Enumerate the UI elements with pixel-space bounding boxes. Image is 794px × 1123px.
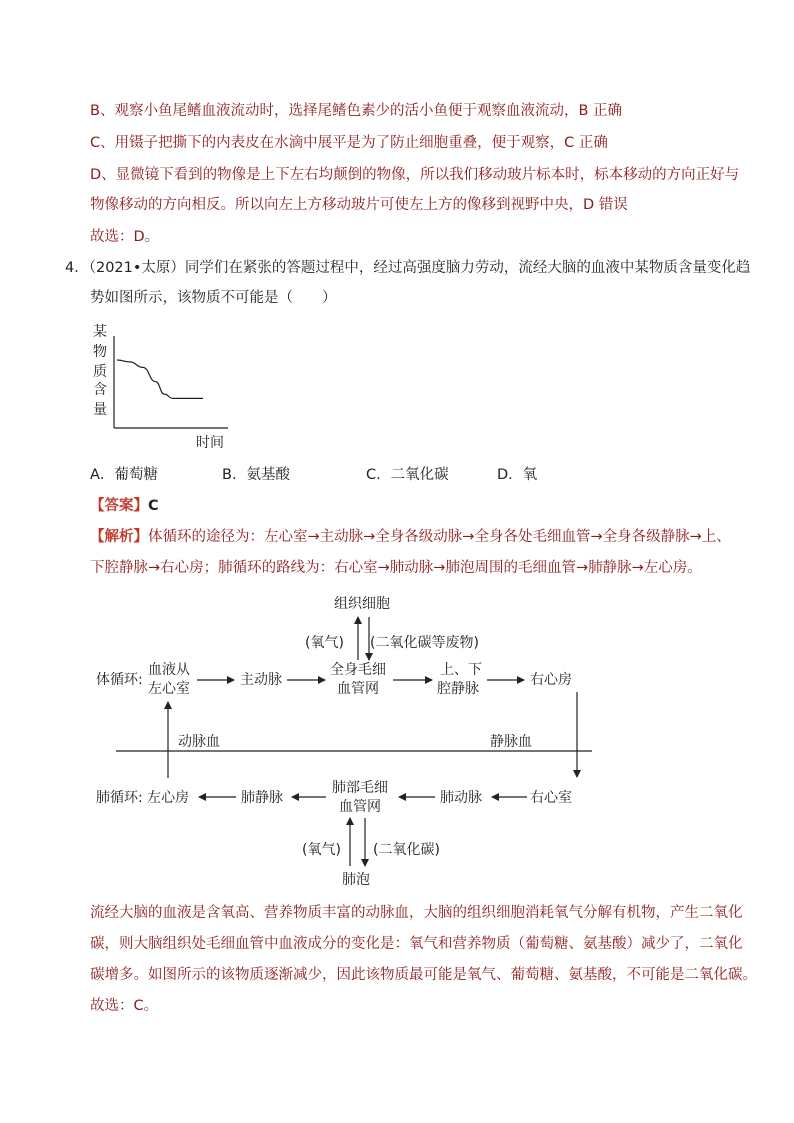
series-line xyxy=(117,360,203,398)
option-c-explanation: C、用镊子把撕下的内表皮在水滴中展平是为了防止细胞重叠，便于观察，C 正确 xyxy=(90,135,608,151)
conclusion-line-2: 碳，则大脑组织处毛细血管中血液成分的变化是：氧气和营养物质（葡萄糖、氨基酸）减少了，二氧化 xyxy=(90,936,743,952)
lung-capillary-2: 血管网 xyxy=(339,799,381,815)
option-d[interactable]: D．氧 xyxy=(497,467,538,483)
analysis-line-2: 下腔静脉→右心房；肺循环的路线为：右心室→肺动脉→肺泡周围的毛细血管→肺静脉→左心房。 xyxy=(90,560,702,576)
option-a[interactable]: A．葡萄糖 xyxy=(90,467,158,483)
vena-cava-1: 上、下 xyxy=(440,662,482,678)
y-label-char-4: 含 xyxy=(93,382,107,398)
x-axis-label: 时间 xyxy=(196,435,224,451)
analysis-text-1: 体循环的途径为：左心室→主动脉→全身各级动脉→全身各处毛细血管→全身各级静脉→上、 xyxy=(148,529,731,545)
conclusion-line-1: 流经大脑的血液是含氧高、营养物质丰富的动脉血，大脑的组织细胞消耗氧气分解有机物，产生二氧化 xyxy=(90,905,743,921)
conclusion-line-3: 碳增多。如图所示的该物质逐渐减少，因此该物质最可能是氧气、葡萄糖、氨基酸，不可能是二氧化碳。 xyxy=(90,967,757,983)
analysis-line-1 xyxy=(90,527,731,547)
option-d-explanation-1: D、显微镜下看到的物像是上下左右均颠倒的物像，所以我们移动玻片标本时，标本移动的方向正好与 xyxy=(90,167,740,183)
option-b-explanation: B、观察小鱼尾鳍血液流动时，选择尾鳍色素少的活小鱼便于观察血液流动，B 正确 xyxy=(90,103,623,119)
blood-from-left-ventricle-2: 左心室 xyxy=(148,681,190,697)
y-label-char-1: 某 xyxy=(93,324,107,340)
analysis-label: 【解析】 xyxy=(90,529,148,545)
vena-cava-2: 腔静脉 xyxy=(437,681,479,697)
y-label-char-5: 量 xyxy=(93,402,107,418)
co2-label: (二氧化碳) xyxy=(373,842,440,858)
co2-waste-label: (二氧化碳等废物) xyxy=(370,635,479,651)
oxygen-label-top: (氧气) xyxy=(305,635,344,651)
systemic-circulation-label: 体循环: xyxy=(96,672,143,688)
aorta: 主动脉 xyxy=(240,672,282,688)
answer-line xyxy=(90,496,159,516)
body-capillary-1: 全身毛细 xyxy=(330,662,386,678)
tissue-cell: 组织细胞 xyxy=(334,596,390,612)
venous-blood: 静脉血 xyxy=(490,734,532,750)
body-capillary-2: 血管网 xyxy=(337,681,379,697)
pulmonary-vein: 肺静脉 xyxy=(241,790,283,806)
lung-capillary-1: 肺部毛细 xyxy=(332,780,388,796)
option-c[interactable]: C．二氧化碳 xyxy=(366,467,449,483)
question-4-line-2: 势如图所示，该物质不可能是（ ） xyxy=(90,290,337,306)
y-axis-label xyxy=(93,323,107,418)
right-atrium: 右心房 xyxy=(530,672,572,688)
question-4-line-1: 4．（2021•太原）同学们在紧张的答题过程中，经过高强度脑力劳动，流经大脑的血液中某物质含量变化趋 xyxy=(65,260,751,276)
answer-label: 【答案】 xyxy=(90,498,148,514)
alveoli: 肺泡 xyxy=(342,872,370,888)
final-choice: 故选：C。 xyxy=(90,998,159,1014)
pulmonary-circulation-label: 肺循环: 左心房 xyxy=(96,790,190,806)
option-d-explanation-2: 物像移动的方向相反。所以向左上方移动玻片可使左上方的像移到视野中央，D 错误 xyxy=(90,197,628,213)
pulmonary-artery: 肺动脉 xyxy=(440,790,482,806)
substance-content-chart xyxy=(85,322,245,452)
previous-choice: 故选：D。 xyxy=(90,229,160,245)
oxygen-label-bottom: (氧气) xyxy=(302,842,341,858)
answer-value: C xyxy=(148,498,159,514)
blood-from-left-ventricle-1: 血液从 xyxy=(148,662,190,678)
option-b[interactable]: B．氨基酸 xyxy=(222,467,290,483)
right-ventricle: 右心室 xyxy=(530,790,572,806)
y-label-char-3: 质 xyxy=(93,364,107,380)
arterial-blood: 动脉血 xyxy=(178,734,220,750)
y-label-char-2: 物 xyxy=(93,344,107,360)
